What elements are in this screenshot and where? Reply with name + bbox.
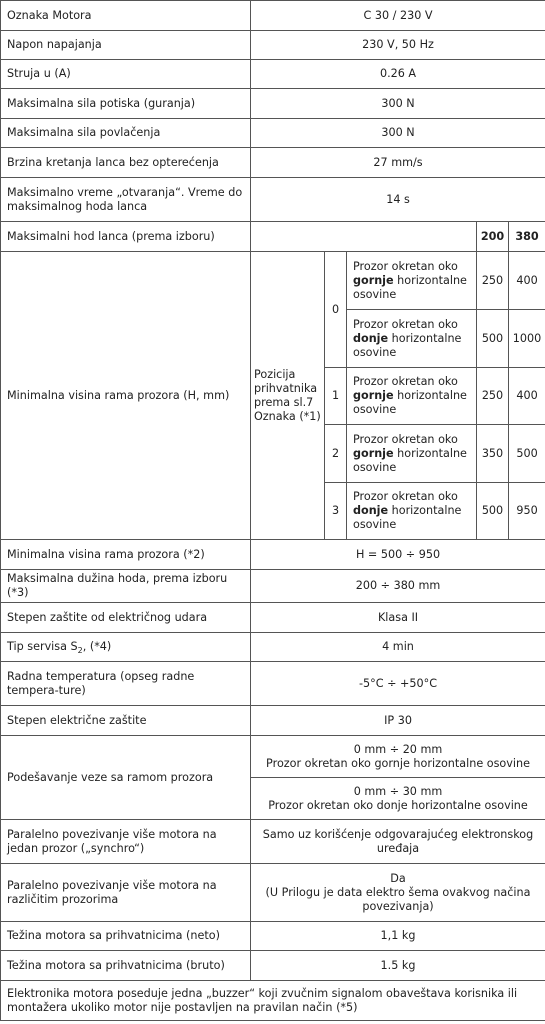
- table-row: [1, 662, 545, 706]
- stroke-value-2: 380: [509, 222, 545, 252]
- row-value: C 30 / 230 V: [251, 1, 545, 31]
- min-height-row: [1, 252, 545, 310]
- window-type: Prozor okretan oko gornje horizontalne osovine: [347, 252, 477, 310]
- row-value: 0 mm ÷ 20 mm Prozor okretan oko gornje horizontalne osovine: [251, 736, 545, 778]
- row-label: Stepen električne zaštite: [1, 706, 251, 736]
- table-row: [1, 60, 545, 89]
- row-value: Samo uz korišćenje odgovarajućeg elektronskog uređaja: [251, 820, 545, 864]
- row-value: 14 s: [251, 178, 545, 222]
- height-value-2: 1000: [509, 310, 545, 368]
- table-row: [1, 89, 545, 119]
- servis-label: Tip servisa $S_2$, (*4): [1, 633, 251, 662]
- table-row: [1, 922, 545, 951]
- row-label: Brzina kretanja lanca bez opterećenja: [1, 148, 251, 178]
- height-value-1: 250: [477, 368, 509, 425]
- position-code: 0: [325, 252, 347, 368]
- row-value: 27 mm/s: [251, 148, 545, 178]
- row-label: Minimalna visina rama prozora (*2): [1, 540, 251, 570]
- row-value: Klasa II: [251, 603, 545, 633]
- table-row: [1, 540, 545, 570]
- table-row: [1, 148, 545, 178]
- table-row: [1, 864, 545, 922]
- row-value: IP 30: [251, 706, 545, 736]
- table-row: [1, 820, 545, 864]
- window-type: Prozor okretan oko donje horizontalne osovine: [347, 310, 477, 368]
- stroke-row: [1, 222, 545, 252]
- row-label: Podešavanje veze sa ramom prozora: [1, 736, 251, 820]
- row-label: Težina motora sa prihvatnicima (bruto): [1, 951, 251, 981]
- table-row: [1, 706, 545, 736]
- height-value-1: 500: [477, 310, 509, 368]
- row-value: 300 N: [251, 89, 545, 119]
- height-value-2: 400: [509, 252, 545, 310]
- row-label: Oznaka Motora: [1, 1, 251, 31]
- window-type: Prozor okretan oko gornje horizontalne osovine: [347, 425, 477, 483]
- row-label: Paralelno povezivanje više motora na različitim prozorima: [1, 864, 251, 922]
- row-label: Maksimalna sila potiska (guranja): [1, 89, 251, 119]
- row-value: Da (U Prilogu je data elektro šema ovakvog načina povezivanja): [251, 864, 545, 922]
- height-value-1: 250: [477, 252, 509, 310]
- table-row: [1, 119, 545, 148]
- table-row: [1, 603, 545, 633]
- empty-cell: [251, 222, 477, 252]
- table-row: [1, 1, 545, 31]
- height-value-2: 950: [509, 483, 545, 540]
- row-label: Napon napajanja: [1, 31, 251, 60]
- row-label: Stepen zaštite od električnog udara: [1, 603, 251, 633]
- note-text: Elektronika motora poseduje jedna „buzzer“ koji zvučnim signalom obaveštava korisnika ili montažera ukoliko motor nije postavljen na pravilan način (*5): [1, 981, 545, 1021]
- row-label: Maksimalno vreme „otvaranja“. Vreme do maksimalnog hoda lanca: [1, 178, 251, 222]
- row-value: 1,1 kg: [251, 922, 545, 951]
- table-row: [1, 633, 545, 662]
- table-row: [1, 736, 545, 778]
- min-height-label: Minimalna visina rama prozora (H, mm): [1, 252, 251, 540]
- row-label: Maksimalni hod lanca (prema izboru): [1, 222, 251, 252]
- height-value-2: 500: [509, 425, 545, 483]
- note-row: [1, 981, 545, 1021]
- table-row: [1, 178, 545, 222]
- row-label: Maksimalna dužina hoda, prema izboru (*3): [1, 570, 251, 603]
- position-code: 1: [325, 368, 347, 425]
- window-type: Prozor okretan oko donje horizontalne osovine: [347, 483, 477, 540]
- table-row: [1, 951, 545, 981]
- row-value: 4 min: [251, 633, 545, 662]
- row-label: Paralelno povezivanje više motora na jedan prozor („synchro“): [1, 820, 251, 864]
- row-value: 1.5 kg: [251, 951, 545, 981]
- height-value-1: 500: [477, 483, 509, 540]
- stroke-value-1: 200: [477, 222, 509, 252]
- row-label: Maksimalna sila povlačenja: [1, 119, 251, 148]
- row-value: 200 ÷ 380 mm: [251, 570, 545, 603]
- table-row: [1, 31, 545, 60]
- row-value: 300 N: [251, 119, 545, 148]
- row-label: Težina motora sa prihvatnicima (neto): [1, 922, 251, 951]
- row-value: -5°C ÷ +50°C: [251, 662, 545, 706]
- row-value: 0.26 A: [251, 60, 545, 89]
- position-code: 2: [325, 425, 347, 483]
- row-label: Radna temperatura (opseg radne tempera-ture): [1, 662, 251, 706]
- row-value: 0 mm ÷ 30 mm Prozor okretan oko donje horizontalne osovine: [251, 778, 545, 820]
- window-type: Prozor okretan oko gornje horizontalne osovine: [347, 368, 477, 425]
- height-value-1: 350: [477, 425, 509, 483]
- height-value-2: 400: [509, 368, 545, 425]
- row-value: H = 500 ÷ 950: [251, 540, 545, 570]
- table-row: [1, 570, 545, 603]
- row-label: Struja u (A): [1, 60, 251, 89]
- position-label: Pozicija prihvatnika prema sl.7 Oznaka (*1): [251, 252, 325, 540]
- row-value: 230 V, 50 Hz: [251, 31, 545, 60]
- position-code: 3: [325, 483, 347, 540]
